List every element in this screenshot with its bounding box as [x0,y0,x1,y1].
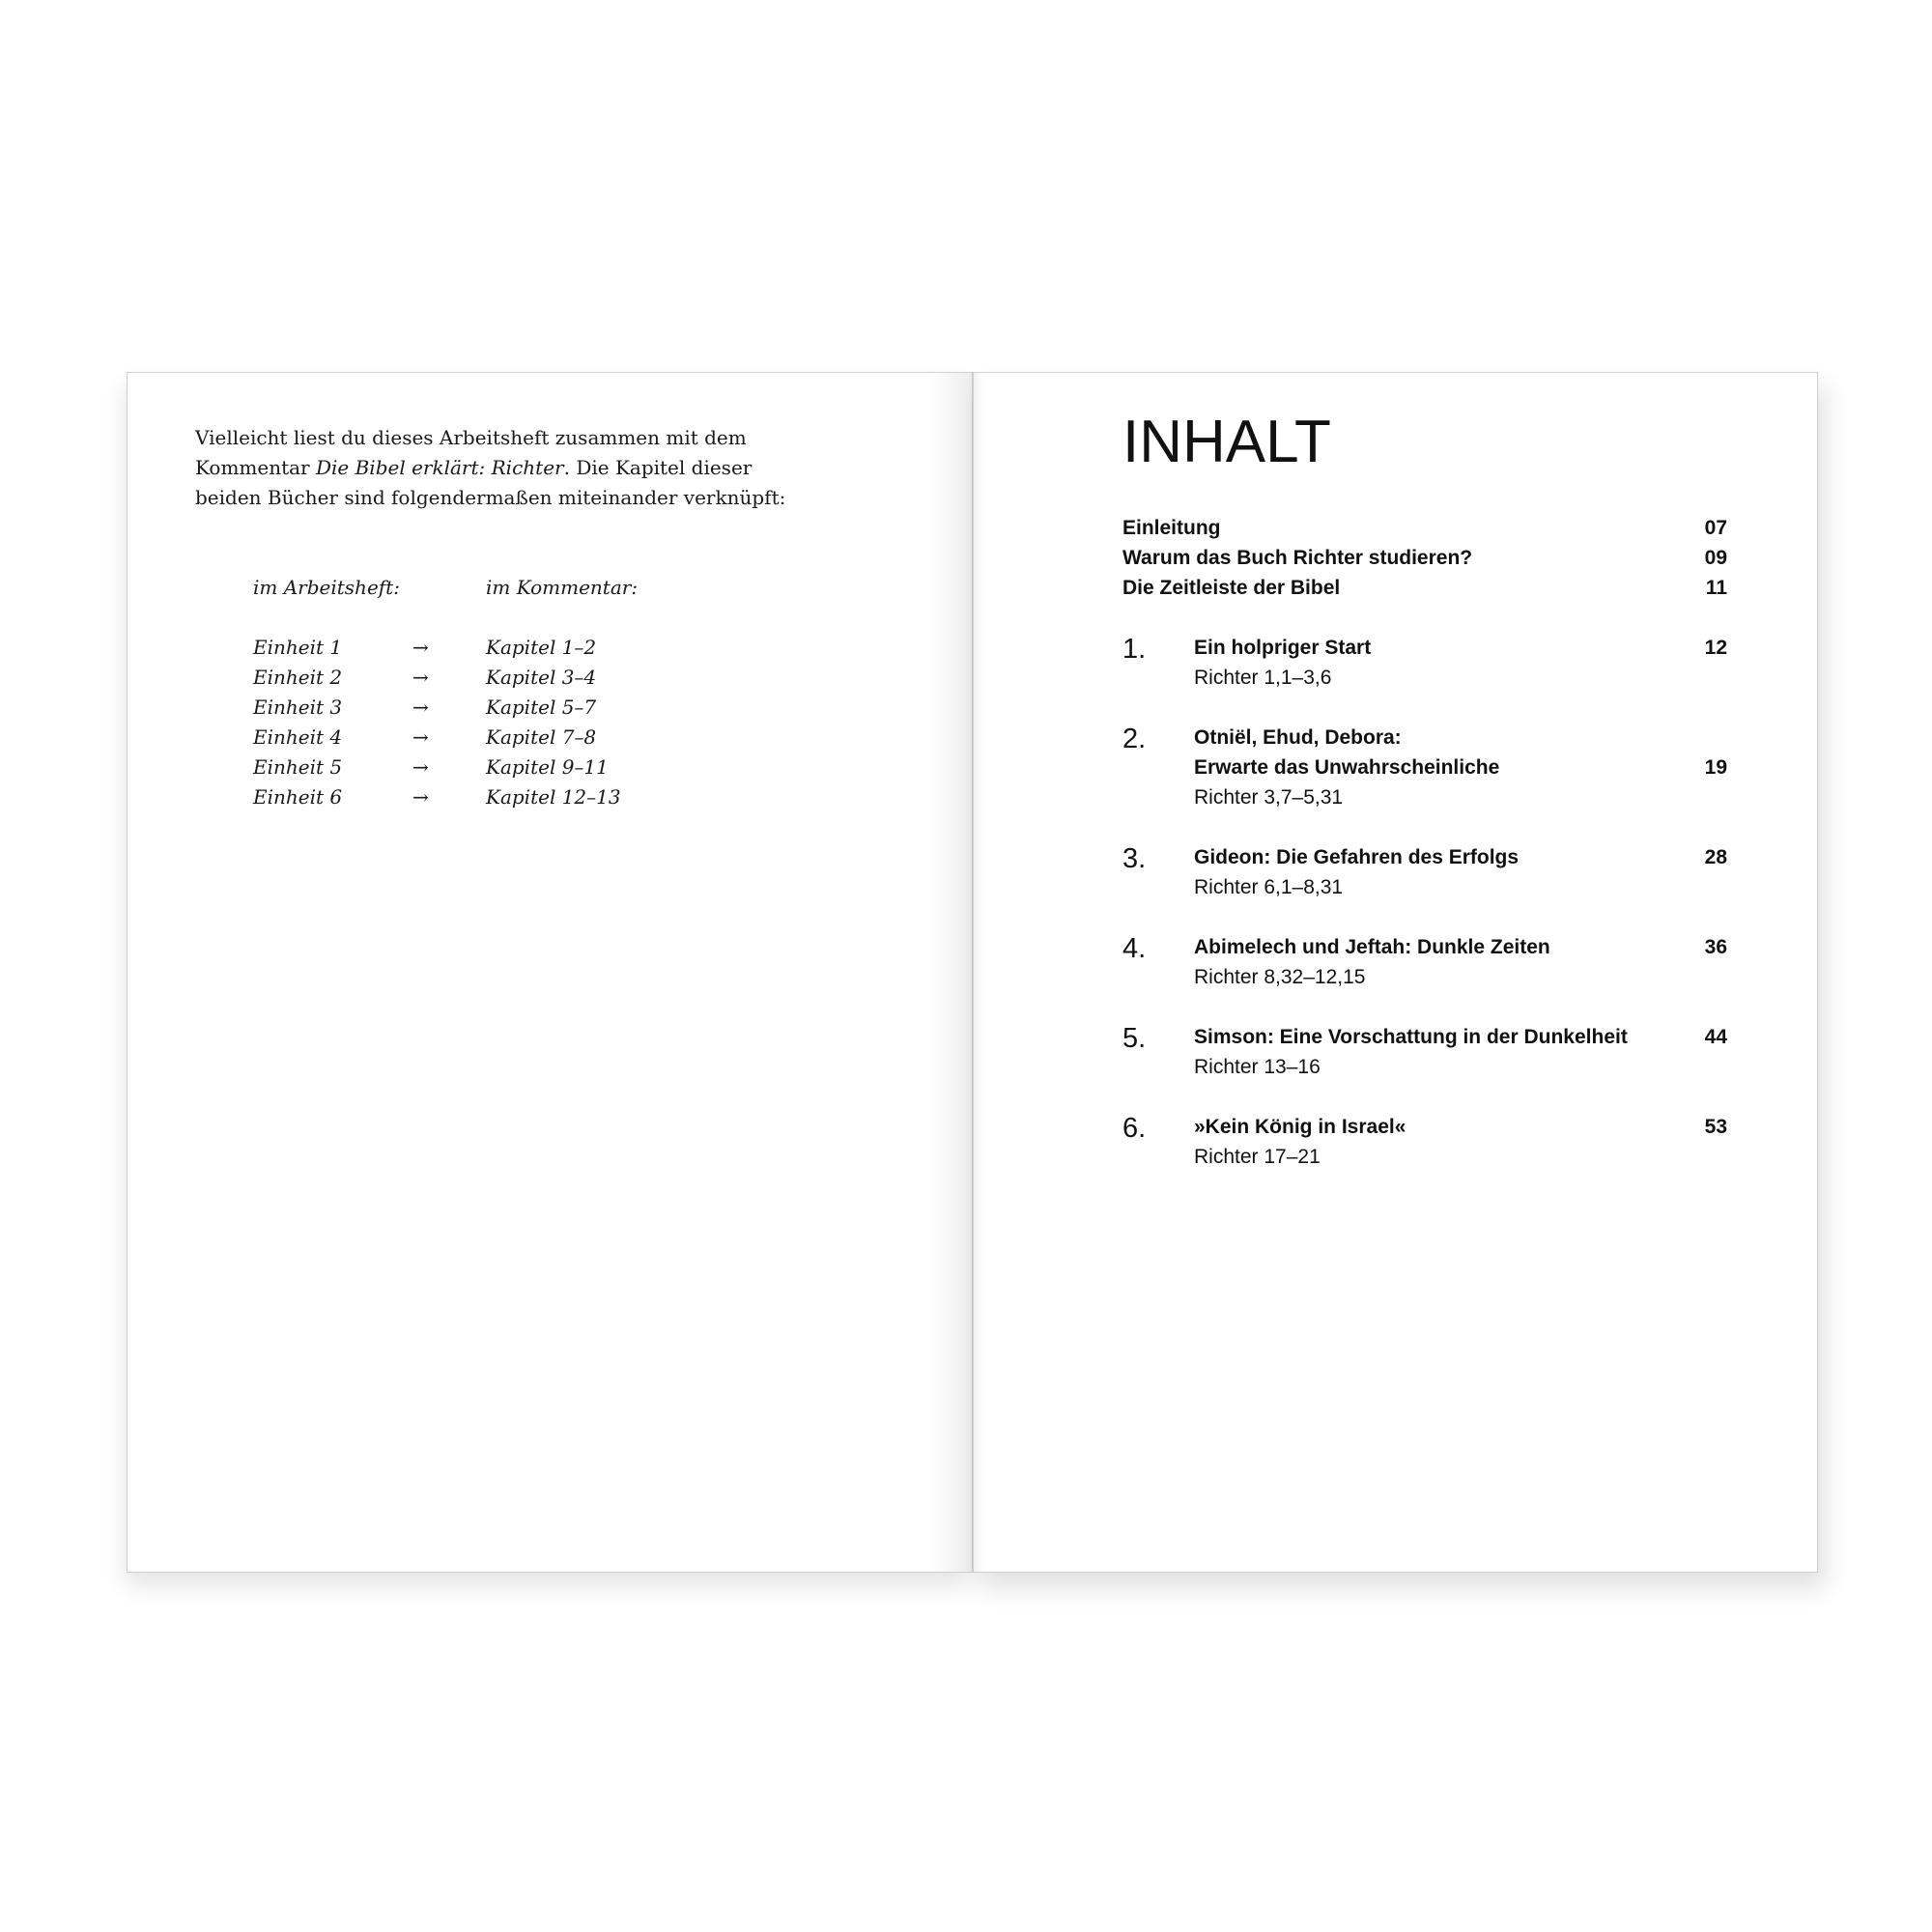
unit-reference: Richter 8,32–12,15 [1194,966,1366,988]
header-commentary: im Kommentar: [486,576,639,599]
chapter-label: Kapitel 3–4 [486,666,597,689]
arrow-icon: → [412,725,429,749]
unit-reference: Richter 3,7–5,31 [1194,786,1344,809]
arrow-icon: → [412,755,429,779]
intro-line-2a: Kommentar [195,456,316,479]
toc-entry-page: 07 [1704,517,1727,539]
unit-label: Einheit 6 [253,785,343,809]
unit-page: 44 [1704,1026,1727,1048]
header-workbook: im Arbeitsheft: [253,576,400,599]
unit-title: »Kein König in Israel« [1194,1116,1406,1138]
toc-entry-label: Warum das Buch Richter studieren? [1122,547,1473,569]
arrow-icon: → [412,785,429,809]
unit-label: Einheit 3 [253,696,343,719]
chapter-label: Kapitel 9–11 [486,755,609,779]
unit-page: 36 [1704,936,1727,958]
intro-line-3: beiden Bücher sind folgendermaßen miteinander verknüpft: [195,486,786,509]
unit-label: Einheit 4 [253,725,343,749]
unit-number: 6. [1122,1113,1147,1144]
arrow-icon: → [412,666,429,689]
book-spread [127,372,1818,1573]
chapter-label: Kapitel 5–7 [486,696,597,719]
unit-label: Einheit 2 [253,666,343,689]
arrow-icon: → [412,696,429,719]
unit-page: 19 [1704,756,1727,779]
unit-reference: Richter 13–16 [1194,1056,1321,1078]
unit-label: Einheit 5 [253,755,343,779]
unit-reference: Richter 17–21 [1194,1146,1321,1168]
unit-page: 12 [1704,637,1727,659]
intro-line-1: Vielleicht liest du dieses Arbeitsheft zusammen mit dem [195,426,747,449]
unit-number: 4. [1122,933,1147,964]
unit-page: 53 [1704,1116,1727,1138]
gutter-shadow [974,373,983,1572]
page-title: INHALT [1122,409,1331,475]
unit-title: Abimelech und Jeftah: Dunkle Zeiten [1194,936,1550,958]
unit-number: 5. [1122,1023,1147,1054]
unit-reference: Richter 1,1–3,6 [1194,667,1332,689]
gutter-shadow [929,373,972,1572]
unit-number: 1. [1122,634,1147,665]
unit-title: Simson: Eine Vorschattung in der Dunkelheit [1194,1026,1628,1048]
toc-entry-label: Einleitung [1122,517,1221,539]
toc-entry-page: 11 [1705,577,1727,599]
toc-entry-page: 09 [1704,547,1727,569]
unit-reference: Richter 6,1–8,31 [1194,876,1344,898]
unit-label: Einheit 1 [253,636,343,659]
right-page [973,372,1818,1573]
unit-title-line-2: Erwarte das Unwahrscheinliche [1194,756,1500,779]
commentary-title: Die Bibel erklärt: Richter [315,456,564,479]
chapter-label: Kapitel 7–8 [486,725,597,749]
unit-page: 28 [1704,846,1727,868]
unit-title: Gideon: Die Gefahren des Erfolgs [1194,846,1520,868]
intro-line-2b: . Die Kapitel dieser [563,456,753,479]
toc-entry-label: Die Zeitleiste der Bibel [1122,577,1341,599]
chapter-label: Kapitel 1–2 [486,636,597,659]
unit-number: 3. [1122,843,1147,874]
unit-title: Otniël, Ehud, Debora: [1194,726,1402,749]
left-page [127,372,973,1573]
intro-paragraph [195,423,794,513]
unit-number: 2. [1122,724,1147,754]
unit-title: Ein holpriger Start [1194,637,1372,659]
arrow-icon: → [412,636,429,659]
chapter-label: Kapitel 12–13 [486,785,621,809]
